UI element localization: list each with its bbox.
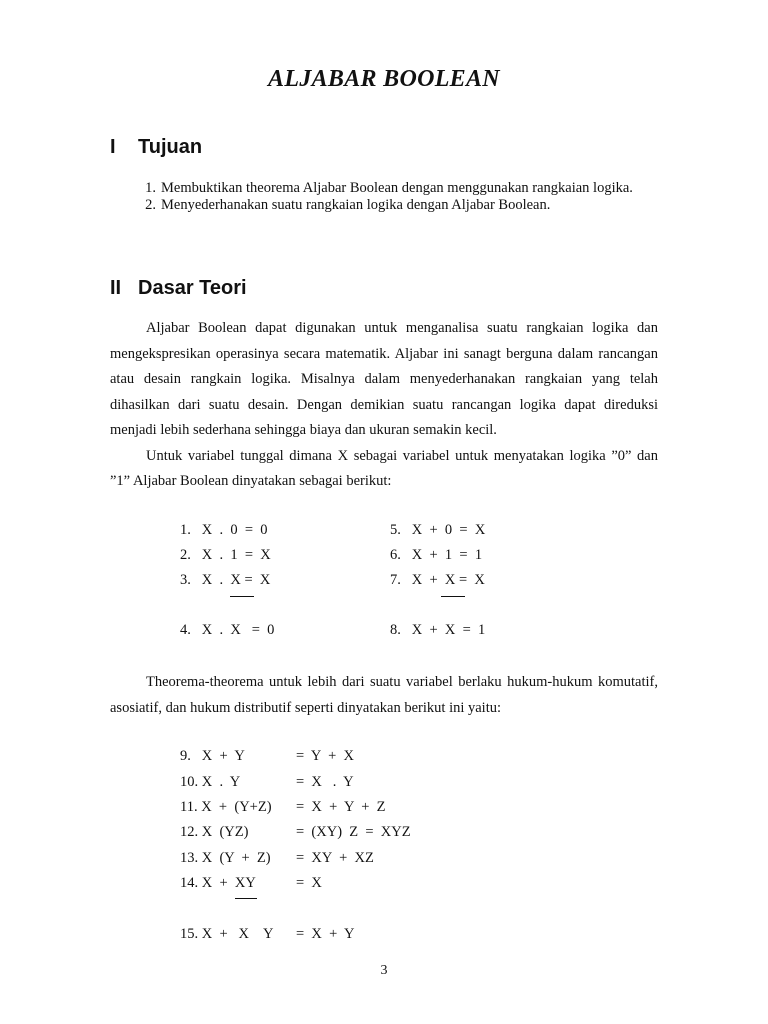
objectives-list: [110, 180, 658, 214]
theorem-4: 4. X . X = 0: [180, 622, 275, 638]
theorem-12-rhs: = (XY) Z = XYZ: [296, 824, 411, 840]
theory-paragraph-3: [110, 670, 658, 721]
theorem-11-rhs: = X + Y + Z: [296, 799, 386, 815]
theorem-15-lhs: 15. X + X Y: [180, 926, 274, 942]
theorem-14-rhs: = X: [296, 875, 322, 891]
complement-bar: [230, 596, 254, 597]
section-number: II: [110, 277, 122, 299]
paragraph: Aljabar Boolean dapat digunakan untuk menganalisa suatu rangkaian logika dan mengekspresikan operasinya secara matematik. Aljabar ini sanagt berguna dalam rancangan atau desain rangkain logika. Misalnya dalam menyederhanakan rangkaian yang telah dihasilkan dari suatu desain. Dengan demikian suatu rancangan logika dapat direduksi menjadi lebih sederhana sehingga biaya dan ukuran semakin kecil.: [110, 320, 658, 438]
theorem-12-lhs: 12. X (YZ): [180, 824, 249, 840]
theorem-6: 6. X + 1 = 1: [390, 547, 483, 563]
theorem-8: 8. X + X = 1: [390, 622, 486, 638]
theorem-7: 7. X + X = X: [390, 572, 485, 588]
theorem-1: 1. X . 0 = 0: [180, 522, 268, 538]
theorem-5: 5. X + 0 = X: [390, 522, 486, 538]
theorem-11-lhs: 11. X + (Y+Z): [180, 799, 272, 815]
document-title: ALJABAR BOOLEAN: [268, 66, 500, 92]
complement-bar: [235, 898, 257, 899]
section-heading-dasar-teori: [110, 277, 247, 300]
theorem-9-rhs: = Y + X: [296, 748, 354, 764]
theorem-3: 3. X . X = X: [180, 572, 271, 588]
list-item: 2. Menyederhanakan suatu rangkaian logika dengan Aljabar Boolean.: [145, 197, 551, 213]
theorem-2: 2. X . 1 = X: [180, 547, 271, 563]
section-title: Dasar Teori: [138, 277, 247, 299]
theorem-15-rhs: = X + Y: [296, 926, 355, 942]
theorem-14-lhs: 14. X + XY: [180, 875, 256, 891]
section-heading-tujuan: [110, 136, 202, 159]
paragraph: Untuk variabel tunggal dimana X sebagai variabel untuk menyatakan logika ”0” dan ”1” Aljabar Boolean dinyatakan sebagai berikut:: [110, 447, 658, 489]
section-title: Tujuan: [138, 136, 203, 158]
theorem-10-lhs: 10. X . Y: [180, 774, 241, 790]
section-number: I: [110, 136, 116, 158]
theorem-9-lhs: 9. X + Y: [180, 748, 245, 764]
theorem-13-lhs: 13. X (Y + Z): [180, 850, 271, 866]
paragraph: Theorema-theorema untuk lebih dari suatu variabel berlaku hukum-hukum komutatif, asosiatif, dan hukum distributif seperti dinyatakan berikut ini yaitu:: [110, 674, 658, 716]
theory-paragraphs: [110, 316, 658, 495]
complement-bar: [441, 596, 465, 597]
theorem-10-rhs: = X . Y: [296, 774, 354, 790]
list-item: 1. Membuktikan theorema Aljabar Boolean dengan menggunakan rangkaian logika.: [145, 180, 633, 196]
page-number: 3: [380, 963, 388, 978]
theorem-13-rhs: = XY + XZ: [296, 850, 374, 866]
